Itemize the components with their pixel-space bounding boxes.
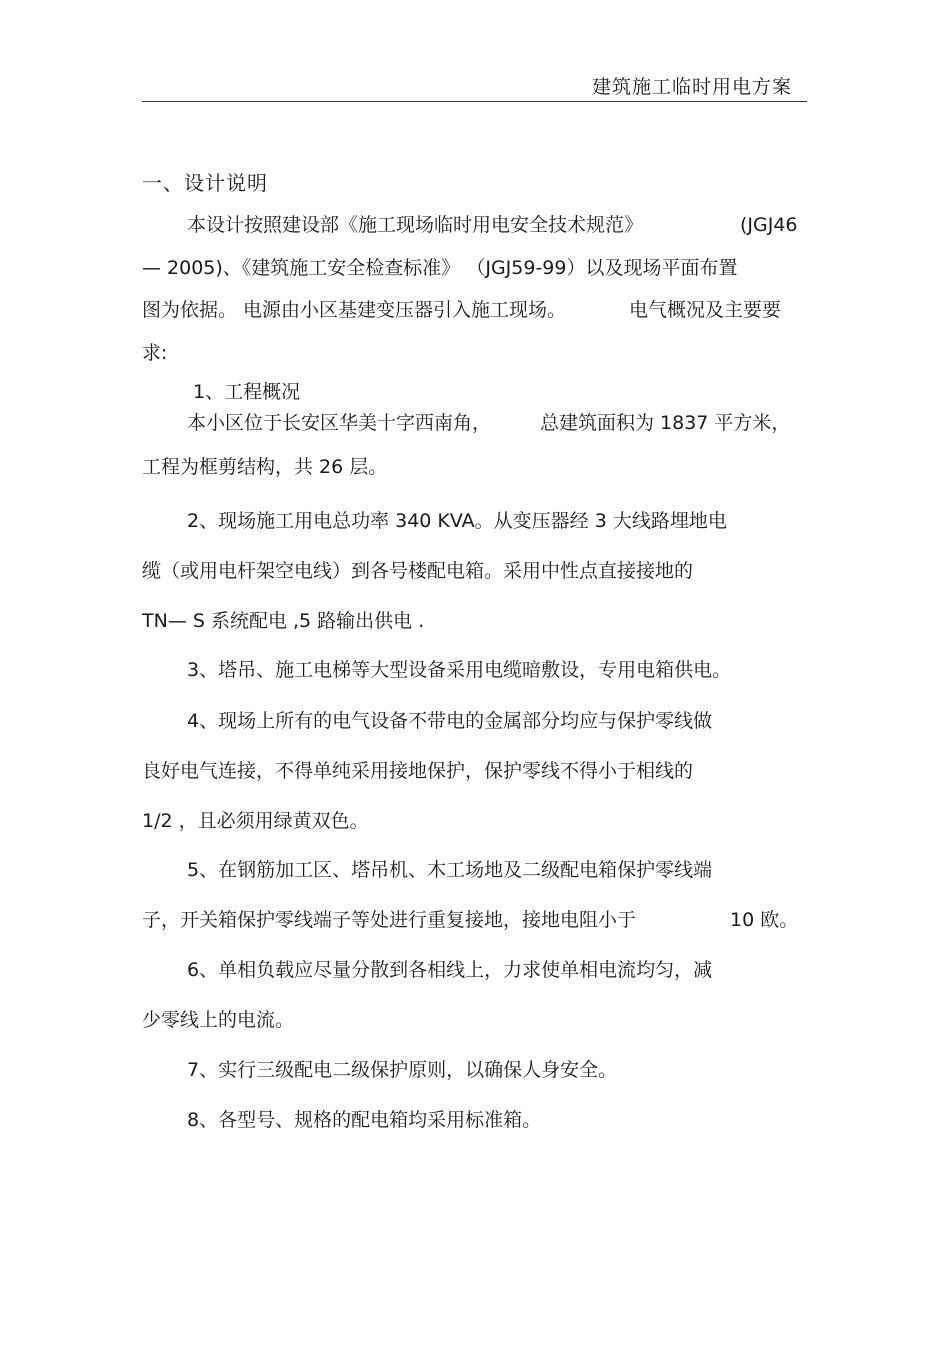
running-header-title: 建筑施工临时用电方案 bbox=[591, 76, 792, 98]
item-1-title: 1、工程概况 bbox=[193, 381, 301, 403]
intro-line-3a: 图为依据。 电源由小区基建变压器引入施工现场。 bbox=[142, 299, 567, 321]
item-6-line-2: 少零线上的电流。 bbox=[142, 1009, 295, 1031]
item-4-line-2: 良好电气连接，不得单纯采用接地保护，保护零线不得小于相线的 bbox=[142, 760, 694, 782]
item-1-line-2: 工程为框剪结构，共 26 层。 bbox=[142, 456, 388, 478]
item-2-line-2: 缆（或用电杆架空电线）到各号楼配电箱。采用中性点直接接地的 bbox=[142, 560, 694, 582]
item-2-line-1: 2、现场施工用电总功率 340 KVA。从变压器经 3 大线路埋地电 bbox=[187, 510, 727, 532]
item-5-line-2a: 子，开关箱保护零线端子等处进行重复接地，接地电阻小于 bbox=[142, 909, 637, 931]
item-4-line-1: 4、现场上所有的电气设备不带电的金属部分均应与保护零线做 bbox=[187, 710, 713, 732]
item-5-line-2b: 10 欧。 bbox=[730, 909, 799, 931]
item-6-line-1: 6、单相负载应尽量分散到各相线上，力求使单相电流均匀，减 bbox=[187, 959, 713, 981]
item-5-line-1: 5、在钢筋加工区、塔吊机、木工场地及二级配电箱保护零线端 bbox=[187, 859, 713, 881]
intro-line-3b: 电气概况及主要要 bbox=[629, 299, 782, 321]
item-1-line-1b: 总建筑面积为 1837 平方米， bbox=[540, 412, 791, 434]
item-3-line-1: 3、塔吊、施工电梯等大型设备采用电缆暗敷设，专用电箱供电。 bbox=[187, 659, 732, 681]
item-2-line-3: TN— S 系统配电 ,5 路输出供电 . bbox=[142, 610, 425, 632]
intro-line-1b: (JGJ46 bbox=[740, 214, 798, 236]
item-1-line-1a: 本小区位于长安区华美十字西南角， bbox=[187, 412, 492, 434]
intro-line-4: 求: bbox=[142, 342, 168, 364]
intro-line-2: — 2005)、《建筑施工安全检查标准》 （JGJ59-99）以及现场平面布置 bbox=[142, 257, 738, 279]
section-title: 一、设计说明 bbox=[142, 171, 268, 195]
header-divider bbox=[142, 101, 807, 102]
item-4-line-3: 1/2 ，且必须用绿黄双色。 bbox=[142, 810, 369, 832]
item-8-line-1: 8、各型号、规格的配电箱均采用标准箱。 bbox=[187, 1109, 542, 1131]
intro-line-1a: 本设计按照建设部《施工现场临时用电安全技术规范》 bbox=[187, 214, 644, 236]
item-7-line-1: 7、实行三级配电二级保护原则，以确保人身安全。 bbox=[187, 1059, 618, 1081]
